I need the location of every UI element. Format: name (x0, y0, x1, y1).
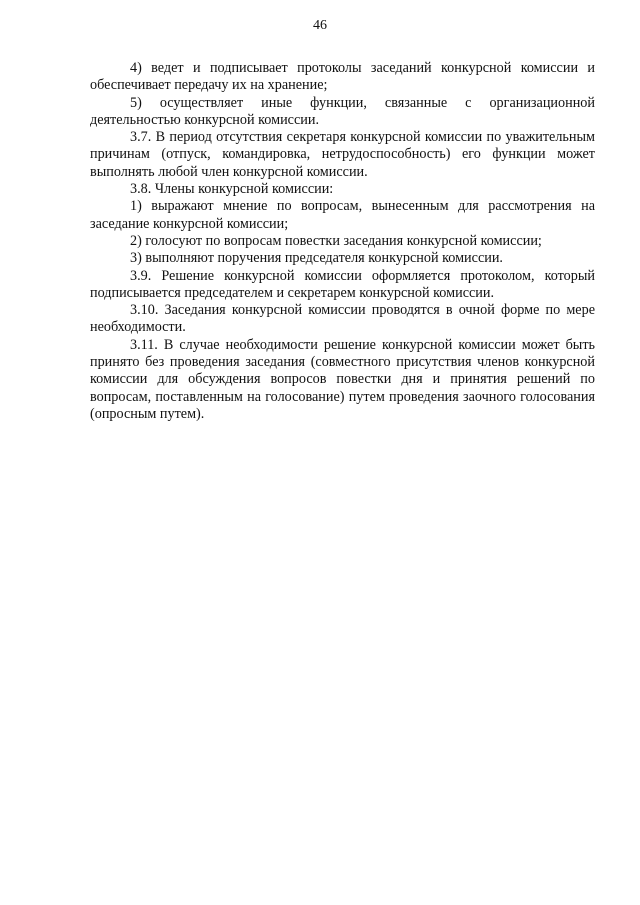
paragraph-item-4: 4) ведет и подписывает протоколы заседаний конкурсной комиссии и обеспечивает передачу их на хранение; (90, 60, 595, 94)
paragraph-3-7: 3.7. В период отсутствия секретаря конкурсной комиссии по уважительным причинам (отпуск, командировка, нетрудоспособность) его функции может выполнять любой член конкурсной комиссии. (90, 129, 595, 180)
paragraph-item-5: 5) осуществляет иные функции, связанные с организационной деятельностью конкурсной комиссии. (90, 94, 595, 128)
paragraph-3-8-item-1: 1) выражают мнение по вопросам, вынесенным для рассмотрения на заседание конкурсной комиссии; (90, 198, 595, 232)
document-body (90, 60, 595, 423)
paragraph-3-8: 3.8. Члены конкурсной комиссии: (130, 181, 334, 198)
paragraph-3-10: 3.10. Заседания конкурсной комиссии проводятся в очной форме по мере необходимости. (90, 302, 595, 336)
paragraph-3-11: 3.11. В случае необходимости решение конкурсной комиссии может быть принято без проведения заседания (совместного присутствия членов конкурсной комиссии для обсуждения вопросов повестки дня и принятия решений по вопросам, поставленным на голосование) путем проведения заочного голосования (опросным путем). (90, 336, 595, 422)
paragraph-3-8-item-3: 3) выполняют поручения председателя конкурсной комиссии. (130, 250, 503, 267)
paragraph-3-8-item-2: 2) голосуют по вопросам повестки заседания конкурсной комиссии; (130, 232, 542, 249)
page-number: 46 (313, 18, 327, 33)
paragraph-3-9: 3.9. Решение конкурсной комиссии оформляется протоколом, который подписывается председателем и секретарем конкурсной комиссии. (90, 267, 595, 301)
